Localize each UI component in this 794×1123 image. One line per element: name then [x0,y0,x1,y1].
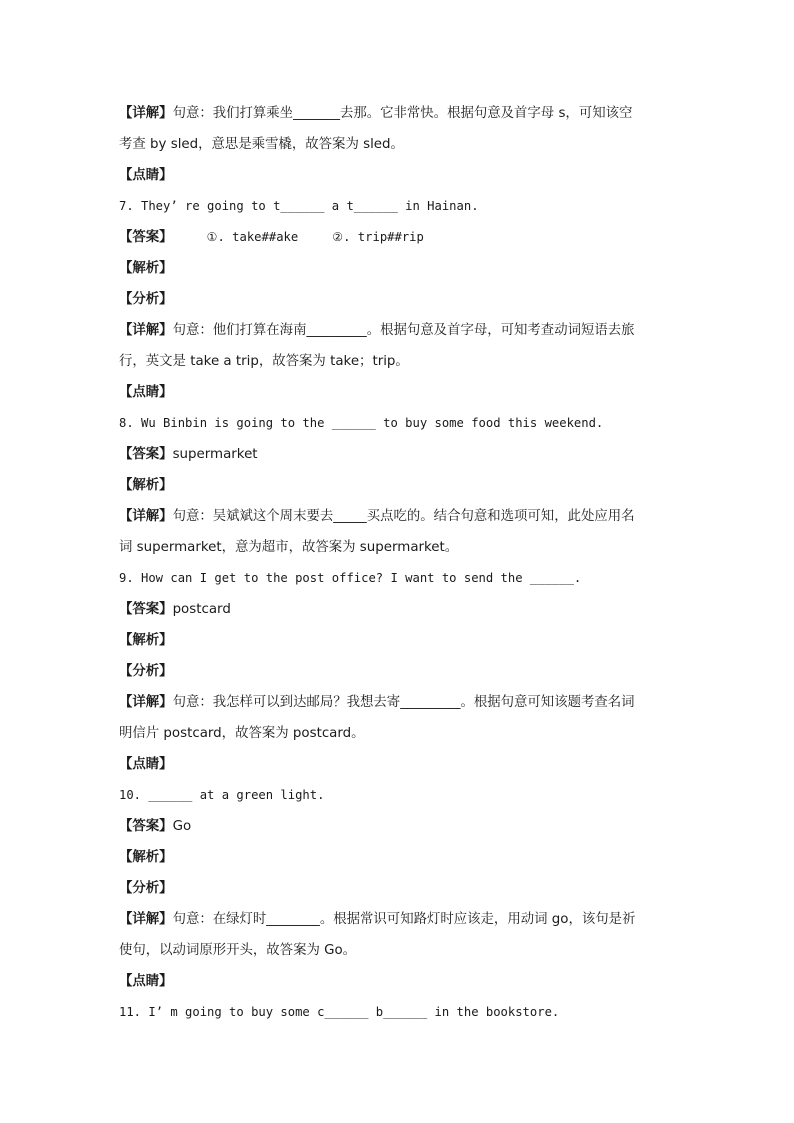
detail-label: 【详解】 [119,106,173,121]
answer-option-2: ②. trip##rip [332,230,424,244]
detail-text: 句意：他们打算在海南_________。根据句意及首字母，可知考查动词短语去旅 [172,323,635,338]
detail-line [119,98,675,129]
comment-line [119,749,675,780]
answer-option-1: ①. take##ake [206,230,299,244]
comment-line [119,160,675,191]
answer-text: supermarket [172,447,258,462]
analysis-line [119,625,675,656]
answer-label: 【答案】 [119,819,173,834]
detail-continuation: 考查 by sled，意思是乘雪橇，故答案为 sled。 [119,137,404,152]
answer-label: 【答案】 [119,230,173,245]
breakdown-label: 【分析】 [119,292,173,307]
detail-text: 句意：在绿灯时________。根据常识可知路灯时应该走，用动词 go，该句是祈 [172,912,636,927]
comment-label: 【点睛】 [119,757,173,772]
detail-continuation: 明信片 postcard，故答案为 postcard。 [119,726,365,741]
detail-label: 【详解】 [119,695,173,710]
comment-label: 【点睛】 [119,385,173,400]
detail-continuation: 行，英文是 take a trip，故答案为 take；trip。 [119,354,409,369]
analysis-label: 【解析】 [119,633,173,648]
answer-text: postcard [172,602,231,617]
detail-text: 句意：吴斌斌这个周末要去_____买点吃的。结合句意和选项可知，此处应用名 [172,509,635,524]
comment-label: 【点睛】 [119,974,173,989]
breakdown-line [119,284,675,315]
answer-line [119,439,675,470]
breakdown-label: 【分析】 [119,881,173,896]
answer-label: 【答案】 [119,447,173,462]
detail-text: 句意：我们打算乘坐_______去那。它非常快。根据句意及首字母 s，可知该空 [172,106,633,121]
analysis-line [119,470,675,501]
detail-line [119,904,675,935]
breakdown-label: 【分析】 [119,664,173,679]
breakdown-line [119,656,675,687]
answer-label: 【答案】 [119,602,173,617]
question-9: 9. How can I get to the post office? I want to send the ______. [119,571,582,585]
question-7: 7. They’ re going to t______ a t______ in Hainan. [119,199,479,213]
comment-line [119,966,675,997]
question-8: 8. Wu Binbin is going to the ______ to buy some food this weekend. [119,416,604,430]
detail-label: 【详解】 [119,912,173,927]
breakdown-line [119,873,675,904]
answer-text: Go [172,819,192,834]
detail-line [119,315,675,346]
answer-line [119,222,675,253]
analysis-label: 【解析】 [119,850,173,865]
detail-text: 句意：我怎样可以到达邮局？我想去寄_________。根据句意可知该题考查名词 [172,695,635,710]
answer-line [119,594,675,625]
document-page [119,98,675,1028]
comment-label: 【点睛】 [119,168,173,183]
question-10: 10. ______ at a green light. [119,788,325,802]
detail-continuation: 使句，以动词原形开头，故答案为 Go。 [119,943,357,958]
question-11: 11. I’ m going to buy some c______ b______ in the bookstore. [119,1005,560,1019]
detail-line [119,687,675,718]
detail-line [119,501,675,532]
analysis-line [119,842,675,873]
answer-line [119,811,675,842]
analysis-label: 【解析】 [119,478,173,493]
detail-label: 【详解】 [119,509,173,524]
comment-line [119,377,675,408]
detail-continuation: 词 supermarket，意为超市，故答案为 supermarket。 [119,540,459,555]
analysis-line [119,253,675,284]
analysis-label: 【解析】 [119,261,173,276]
detail-label: 【详解】 [119,323,173,338]
